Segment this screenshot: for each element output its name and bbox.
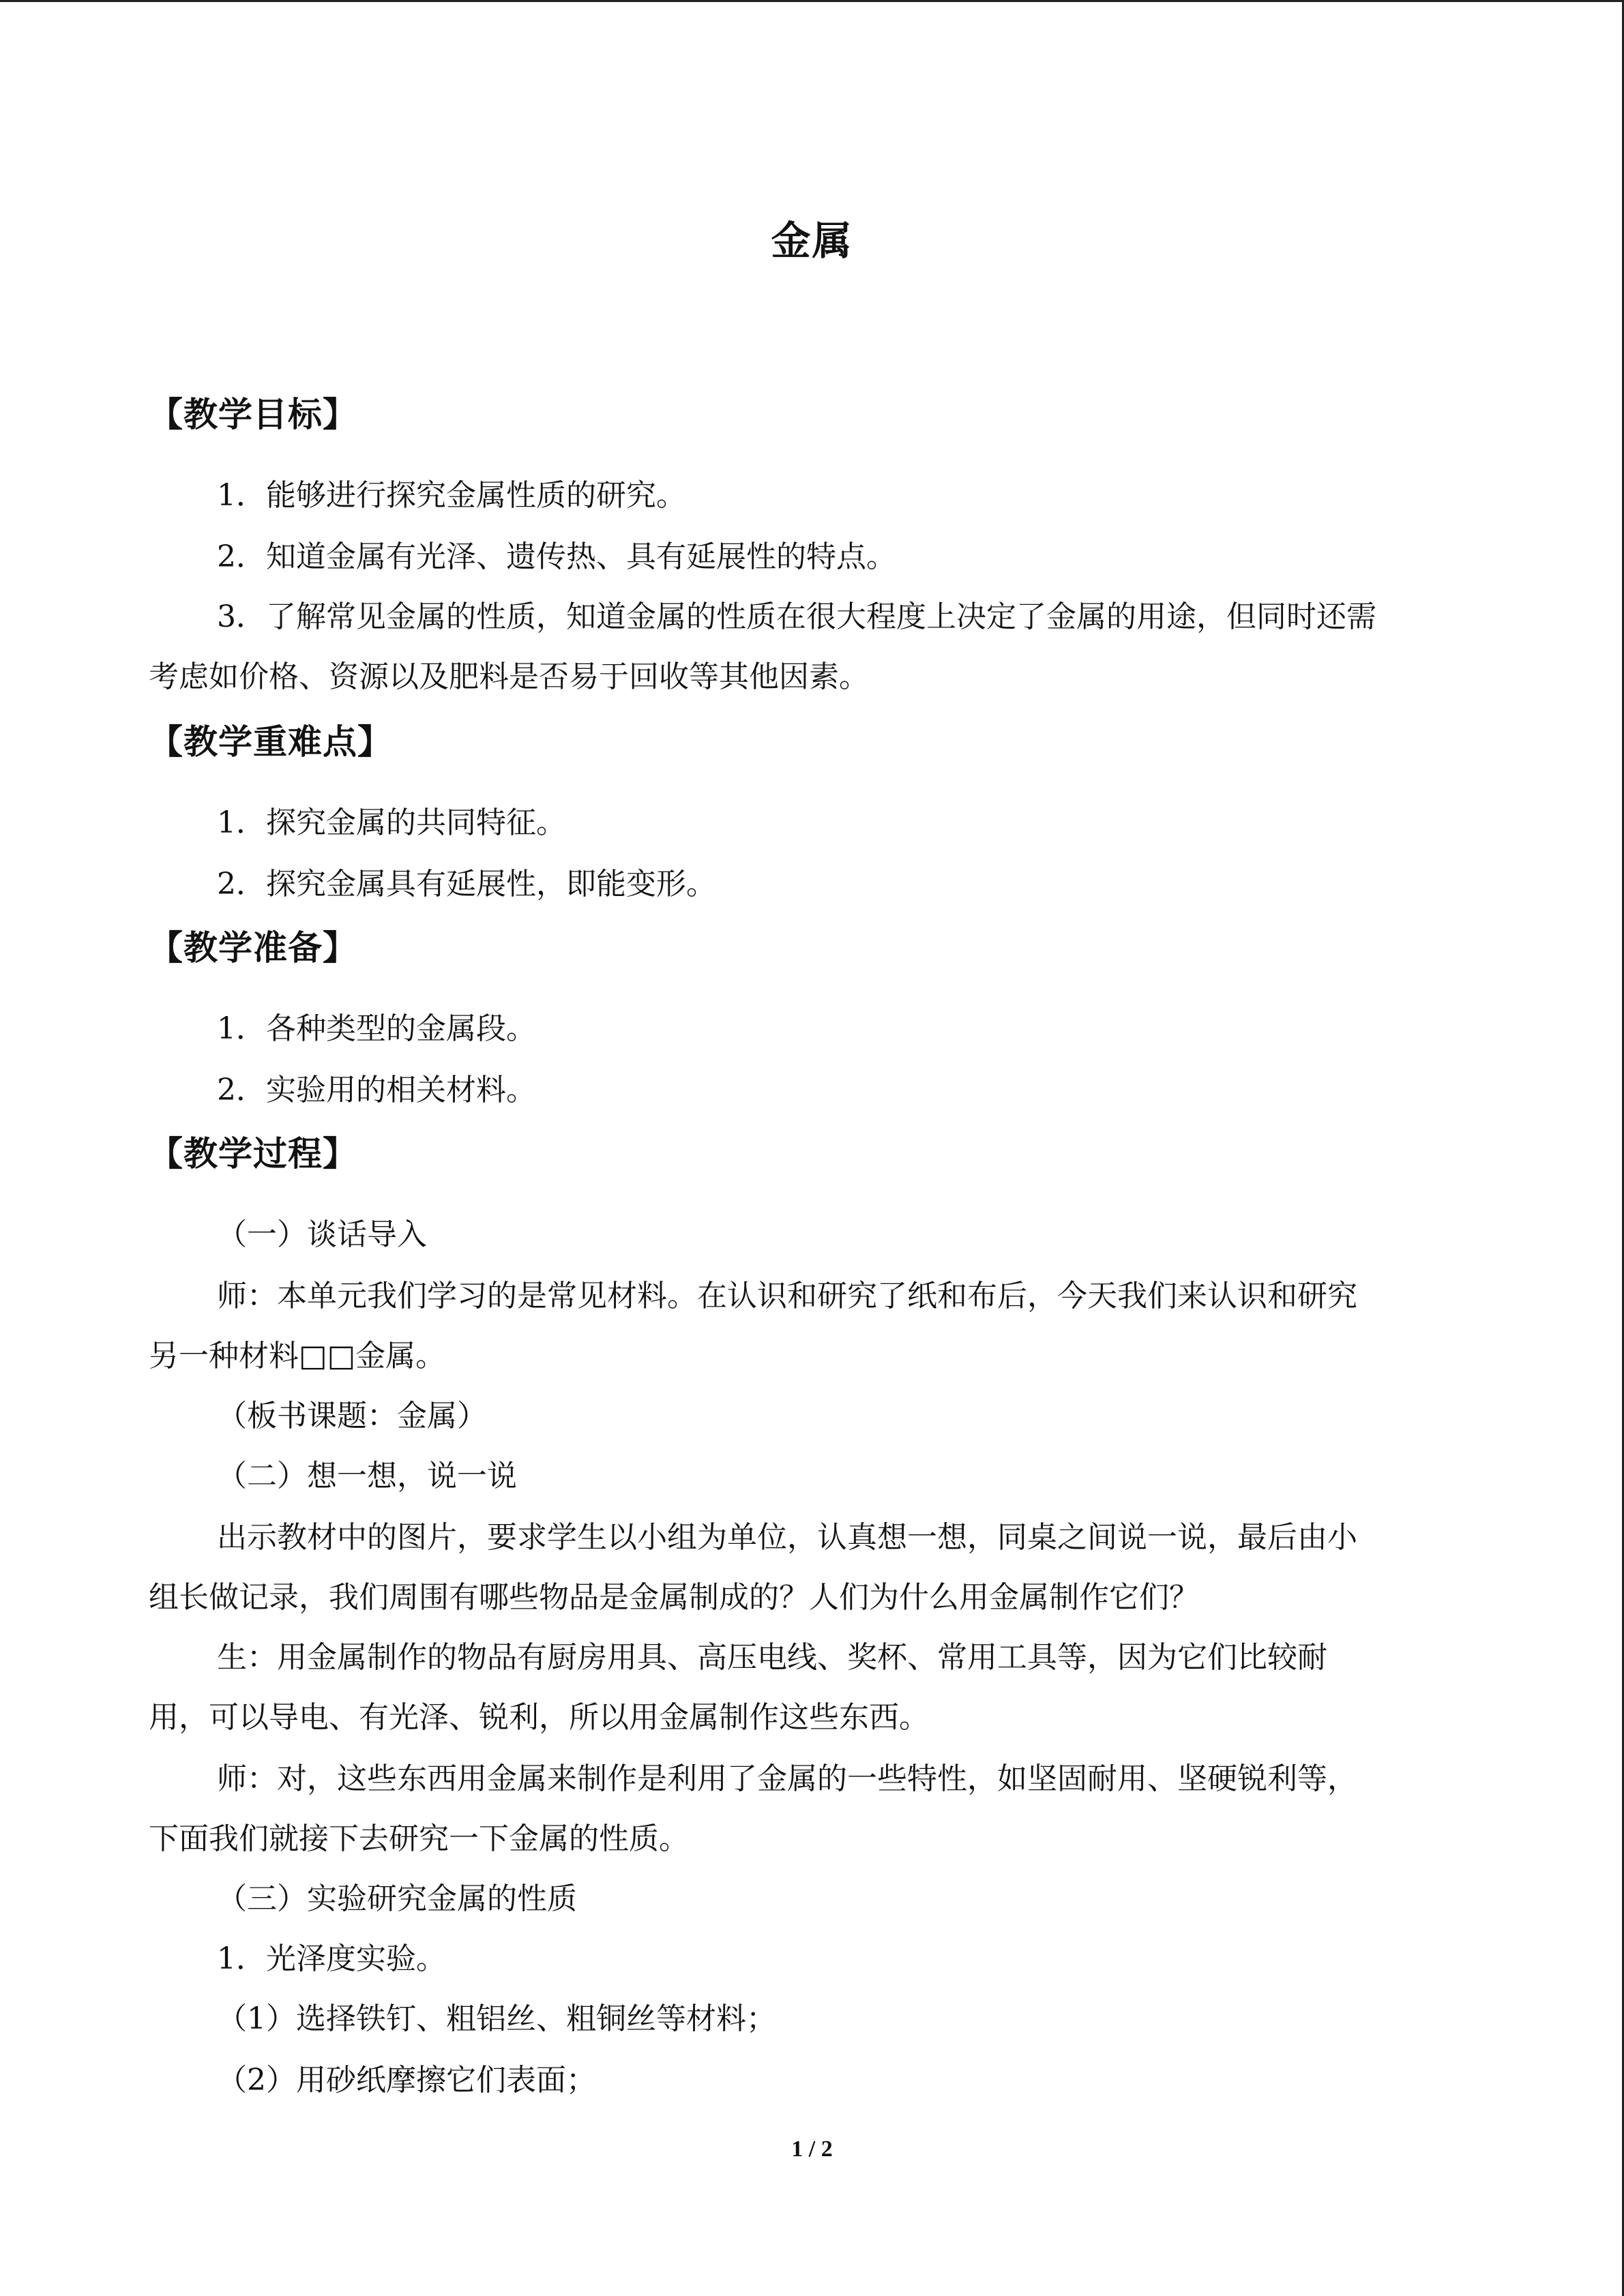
process-line-11: 下面我们就接下去研究一下金属的性质。 — [149, 1821, 689, 1856]
process-line-6: 出示教材中的图片，要求学生以小组为单位，认真想一想，同桌之间说一说，最后由小 — [217, 1520, 1357, 1555]
page-indicator: 1 / 2 — [791, 2136, 833, 2162]
process-line-1: （一）谈话导入 — [217, 1217, 427, 1252]
process-line-8: 生：用金属制作的物品有厨房用具、高压电线、奖杯、常用工具等，因为它们比较耐 — [217, 1640, 1327, 1675]
process-line-9: 用，可以导电、有光泽、锐利，所以用金属制作这些东西。 — [149, 1700, 929, 1735]
section-heading-process: 【教学过程】 — [149, 1134, 357, 1174]
preparation-item-2: 2．实验用的相关材料。 — [217, 1073, 536, 1107]
section-heading-preparation: 【教学准备】 — [149, 928, 357, 968]
document-title: 金属 — [771, 218, 853, 264]
process-line-13: 1．光泽度实验。 — [217, 1941, 446, 1976]
process-line-15: （2）用砂纸摩擦它们表面； — [217, 2063, 596, 2098]
goal-item-1: 1．能够进行探究金属性质的研究。 — [217, 478, 686, 513]
section-heading-key-points: 【教学重难点】 — [149, 722, 392, 762]
process-line-3: 另一种材料□□金属。 — [149, 1339, 446, 1373]
process-line-14: （1）选择铁钉、粗铝丝、粗铜丝等材料； — [217, 2001, 776, 2036]
goal-item-3-continued: 考虑如价格、资源以及肥料是否易于回收等其他因素。 — [149, 659, 869, 694]
process-line-10: 师：对，这些东西用金属来制作是利用了金属的一些特性，如坚固耐用、坚硬锐利等， — [217, 1761, 1357, 1796]
process-line-12: （三）实验研究金属的性质 — [217, 1881, 577, 1916]
process-line-5: （二）想一想，说一说 — [217, 1459, 517, 1493]
goal-item-3: 3．了解常见金属的性质，知道金属的性质在很大程度上决定了金属的用途，但同时还需 — [217, 599, 1376, 634]
process-line-2: 师：本单元我们学习的是常见材料。在认识和研究了纸和布后，今天我们来认识和研究 — [217, 1279, 1357, 1313]
section-heading-goals: 【教学目标】 — [149, 395, 357, 434]
goal-item-2: 2．知道金属有光泽、遗传热、具有延展性的特点。 — [217, 539, 896, 574]
preparation-item-1: 1．各种类型的金属段。 — [217, 1011, 536, 1046]
key-point-item-2: 2．探究金属具有延展性，即能变形。 — [217, 867, 716, 901]
key-point-item-1: 1．探究金属的共同特征。 — [217, 805, 566, 840]
process-line-4: （板书课题：金属） — [217, 1399, 487, 1433]
process-line-7: 组长做记录，我们周围有哪些物品是金属制成的？人们为什么用金属制作它们？ — [149, 1580, 1199, 1615]
